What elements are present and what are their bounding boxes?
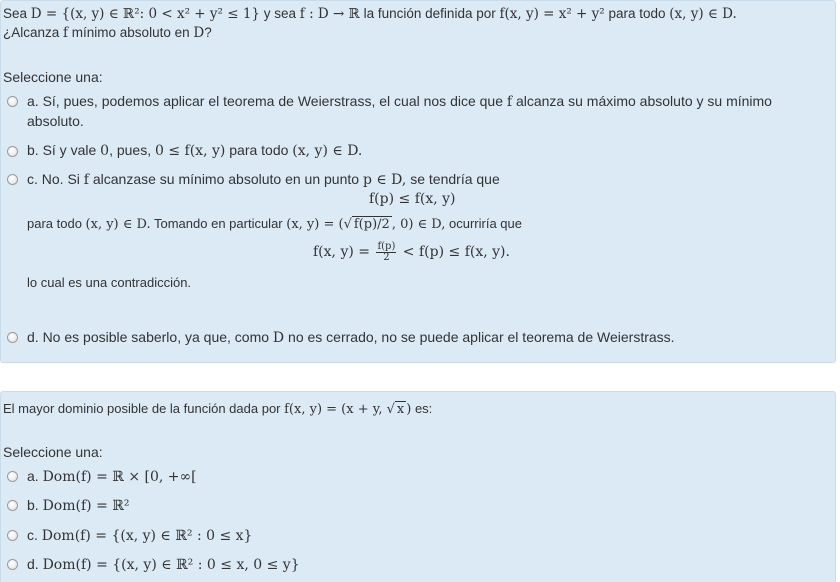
stem-math-d: D	[193, 25, 205, 41]
option-math: D	[272, 330, 285, 346]
option-math: (x, y) ∈ D.	[292, 143, 363, 159]
stem-math: f(x, y) = (x + y,	[284, 402, 387, 417]
option-c-radio[interactable]	[7, 174, 18, 185]
option-letter: d.	[27, 556, 39, 572]
stem-math-definition: f(x, y) = x² + y²	[499, 6, 605, 22]
option-text: no es cerrado, no se puede aplicar el teorema de Weierstrass.	[284, 329, 675, 345]
option-math: Dom(f) = {(x, y) ∈ ℝ² : 0 ≤ x, 0 ≤ y}	[42, 557, 300, 573]
stem-math: )	[406, 402, 412, 417]
q2-option-c-label[interactable]	[27, 526, 252, 546]
stem-text: mínimo absoluto en	[68, 25, 194, 40]
option-text: b. Sí y vale	[27, 142, 101, 158]
stem-math-f: f	[63, 25, 69, 41]
option-math: (x, y) = (	[286, 217, 344, 232]
option-text: absoluto.	[27, 113, 84, 129]
stem-text: es:	[411, 401, 433, 416]
option-math: f	[83, 172, 89, 188]
option-c-equation-1: f(p) ≤ f(x, y)	[369, 191, 456, 207]
option-math: < f(p) ≤ f(x, y).	[398, 244, 510, 260]
option-c-line-3	[27, 215, 522, 234]
stem-math-function: f : D → ℝ	[299, 6, 360, 22]
question-2-stem	[3, 400, 432, 419]
stem-text: ¿Alcanza	[3, 25, 64, 40]
select-one-label: Seleccione una:	[3, 69, 103, 85]
q2-option-d-radio[interactable]	[7, 559, 18, 570]
option-math: Dom(f) = ℝ × [0, +∞[	[42, 469, 197, 485]
option-text: , pues,	[109, 142, 155, 158]
option-text: d. No es posible saberlo, ya que, como	[27, 329, 273, 345]
stem-text: El mayor dominio posible de la función dada por	[3, 401, 285, 416]
option-letter: c.	[27, 527, 38, 543]
option-text: para todo	[27, 216, 86, 231]
option-text: Tomando en particular	[150, 216, 287, 231]
q2-option-c-radio[interactable]	[7, 530, 18, 541]
option-text: c. No. Si	[27, 171, 84, 187]
option-a-label[interactable]	[27, 92, 807, 131]
option-letter: a.	[27, 468, 39, 484]
q2-option-a-label[interactable]	[27, 467, 197, 487]
option-letter: b.	[27, 497, 39, 513]
option-c-label[interactable]	[27, 170, 807, 190]
option-a-radio[interactable]	[7, 96, 18, 107]
option-text: a. Sí, pues, podemos aplicar el teorema de Weierstrass, el cual nos dice que	[27, 93, 507, 109]
option-text: ocurriría que	[445, 216, 522, 231]
option-text: alcanzase su mínimo absoluto en un punto	[88, 171, 363, 187]
stem-math-sqrt: x	[396, 402, 405, 417]
option-c-conclusion: lo cual es una contradicción.	[27, 275, 192, 290]
question-1-stem-line-1	[3, 5, 737, 23]
option-d-label[interactable]	[27, 328, 807, 348]
stem-text: la función definida por	[359, 6, 500, 21]
option-math: 0	[100, 143, 110, 159]
select-one-label: Seleccione una:	[3, 444, 103, 460]
option-math: Dom(f) = {(x, y) ∈ ℝ² : 0 ≤ x}	[41, 528, 253, 544]
option-text: para todo	[225, 142, 293, 158]
option-b-radio[interactable]	[7, 146, 18, 157]
option-text: se tendría que	[406, 171, 500, 187]
q2-option-b-label[interactable]	[27, 496, 130, 516]
option-math: , 0) ∈ D,	[391, 217, 446, 232]
option-b-label[interactable]	[27, 141, 807, 161]
q2-option-b-radio[interactable]	[7, 500, 18, 511]
stem-text: Sea	[3, 6, 31, 21]
stem-text: para todo	[604, 6, 670, 21]
question-2-panel	[0, 391, 836, 582]
fraction-numerator: f(p)	[377, 240, 396, 252]
option-math: f(x, y) =	[313, 244, 375, 260]
option-math: 0 ≤ f(x, y)	[155, 143, 226, 159]
stem-math-for-all: (x, y) ∈ D.	[669, 6, 737, 22]
fraction	[376, 242, 396, 263]
sqrt-sign: √	[343, 217, 352, 232]
q2-option-a-radio[interactable]	[7, 471, 18, 482]
question-1-stem-line-2	[3, 24, 212, 42]
stem-text: ?	[204, 25, 212, 40]
option-c-equation-2	[313, 241, 510, 263]
option-math: (x, y) ∈ D.	[85, 217, 151, 232]
option-d-radio[interactable]	[7, 332, 18, 343]
option-math-sqrt: f(p)/2	[353, 217, 390, 232]
stem-text: y sea	[260, 6, 300, 21]
option-text: alcanza su máximo absoluto y su mínimo	[512, 93, 772, 109]
option-math: Dom(f) = ℝ²	[42, 498, 130, 514]
sqrt-sign: √	[386, 402, 395, 417]
option-math: p ∈ D,	[362, 172, 407, 188]
q2-option-d-label[interactable]	[27, 555, 300, 575]
stem-math-domain: D = {(x, y) ∈ ℝ²: 0 < x² + y² ≤ 1}	[30, 6, 261, 22]
option-math: f	[506, 94, 513, 110]
fraction-denominator: 2	[383, 251, 390, 263]
